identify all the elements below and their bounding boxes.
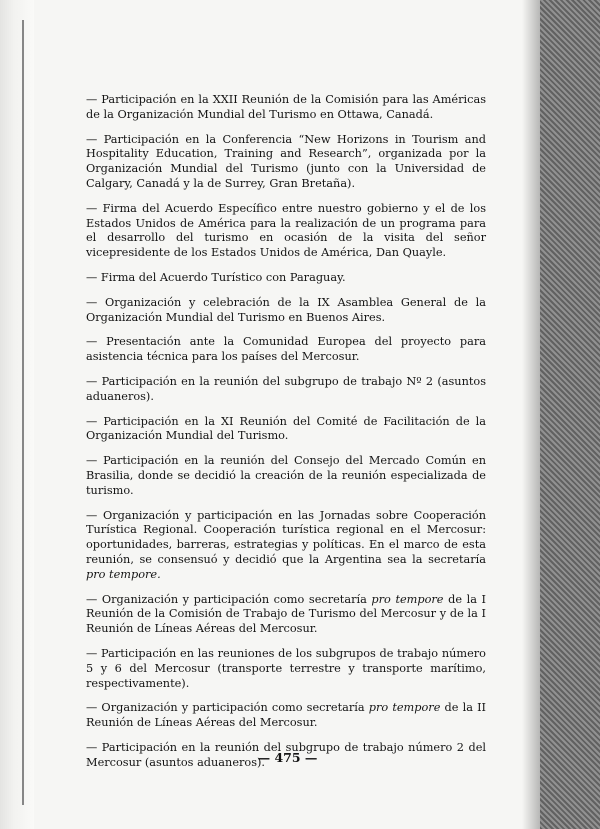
italic-text-segment: pro tempore. — [86, 567, 161, 581]
text-segment: — Participación en la XI Reunión del Comité de Facilitación de la Organización Mundial del Turismo. — [86, 414, 486, 443]
paragraph — [86, 509, 486, 583]
paragraph — [86, 375, 486, 405]
text-segment: — Presentación ante la Comunidad Europea del proyecto para asistencia técnica para los países del Mercosur. — [86, 335, 486, 364]
paragraph — [86, 415, 486, 445]
text-segment: — Firma del Acuerdo Específico entre nuestro gobierno y el de los Estados Unidos de América para la realización de un programa para el desarrollo del turismo en ocasión de la visita del señor vicepresidente de los Estados Unidos de América, Dan Quayle. — [86, 201, 486, 260]
text-segment: — Organización y participación como secretaría — [86, 701, 369, 715]
text-segment: de la II Reunión de Líneas Aéreas del Mercosur. — [86, 701, 486, 730]
paragraph — [86, 647, 486, 691]
italic-text-segment: pro tempore — [368, 701, 441, 715]
text-segment: de la I Reunión de la Comisión de Trabajo de Turismo del Mercosur y de la I Reunión de Líneas Aéreas del Mercosur. — [86, 592, 486, 636]
paragraph — [86, 202, 486, 261]
italic-text-segment: pro tempore — [371, 592, 444, 606]
paragraph — [86, 133, 486, 192]
text-segment: — Participación en la Conferencia “New Horizons in Tourism and Hospitality Education, Training and Research”, organizada por la Organización Mundial del Turismo (junto con la Universidad de Calgary, Canadá y la de Surrey, Gran Bretaña). — [86, 132, 486, 190]
left-binding-shadow — [0, 0, 34, 829]
text-segment: — Participación en la XXII Reunión de la Comisión para las Américas de la Organización Mundial del Turismo en Ottawa, Canadá. — [86, 93, 486, 121]
paragraph — [86, 93, 486, 123]
paragraph — [86, 335, 486, 365]
text-segment: — Organización y participación como secretaría — [86, 592, 372, 606]
page-number: — 475 — — [257, 750, 318, 765]
text-segment: — Participación en las reuniones de los subgrupos de trabajo número 5 y 6 del Mercosur (transporte terrestre y transporte marítimo, respectivamente). — [86, 646, 486, 690]
body-text — [86, 93, 486, 770]
text-segment: — Organización y participación en las Jornadas sobre Cooperación Turística Regional. Cooperación turística regional en el Mercosur: oportunidades, barreras, estrategias y políticas. En el marco de esta reunión, se consensuó y decidió que la Argentina sea la secretaría — [86, 508, 486, 566]
paragraph — [86, 701, 486, 731]
paragraph — [86, 296, 486, 326]
text-segment: — Participación en la reunión del subgrupo de trabajo Nº 2 (asuntos aduaneros). — [86, 374, 486, 403]
text-segment: — Participación en la reunión del Consejo del Mercado Común en Brasilia, donde se decidió la creación de la reunión especializada de turismo. — [86, 454, 486, 497]
paragraph — [86, 593, 486, 637]
text-segment: — Organización y celebración de la IX Asamblea General de la Organización Mundial del Turismo en Buenos Aires. — [86, 295, 486, 324]
left-margin-rule — [22, 20, 24, 805]
paragraph — [86, 454, 486, 498]
paragraph — [86, 271, 486, 286]
text-segment: — Firma del Acuerdo Turístico con Paraguay. — [86, 270, 346, 284]
right-page-edge — [540, 0, 600, 829]
text-segment: — Participación en la reunión del subgrupo de trabajo número 2 del Mercosur (asuntos aduaneros). — [86, 740, 486, 769]
right-edge-fade — [522, 0, 540, 829]
